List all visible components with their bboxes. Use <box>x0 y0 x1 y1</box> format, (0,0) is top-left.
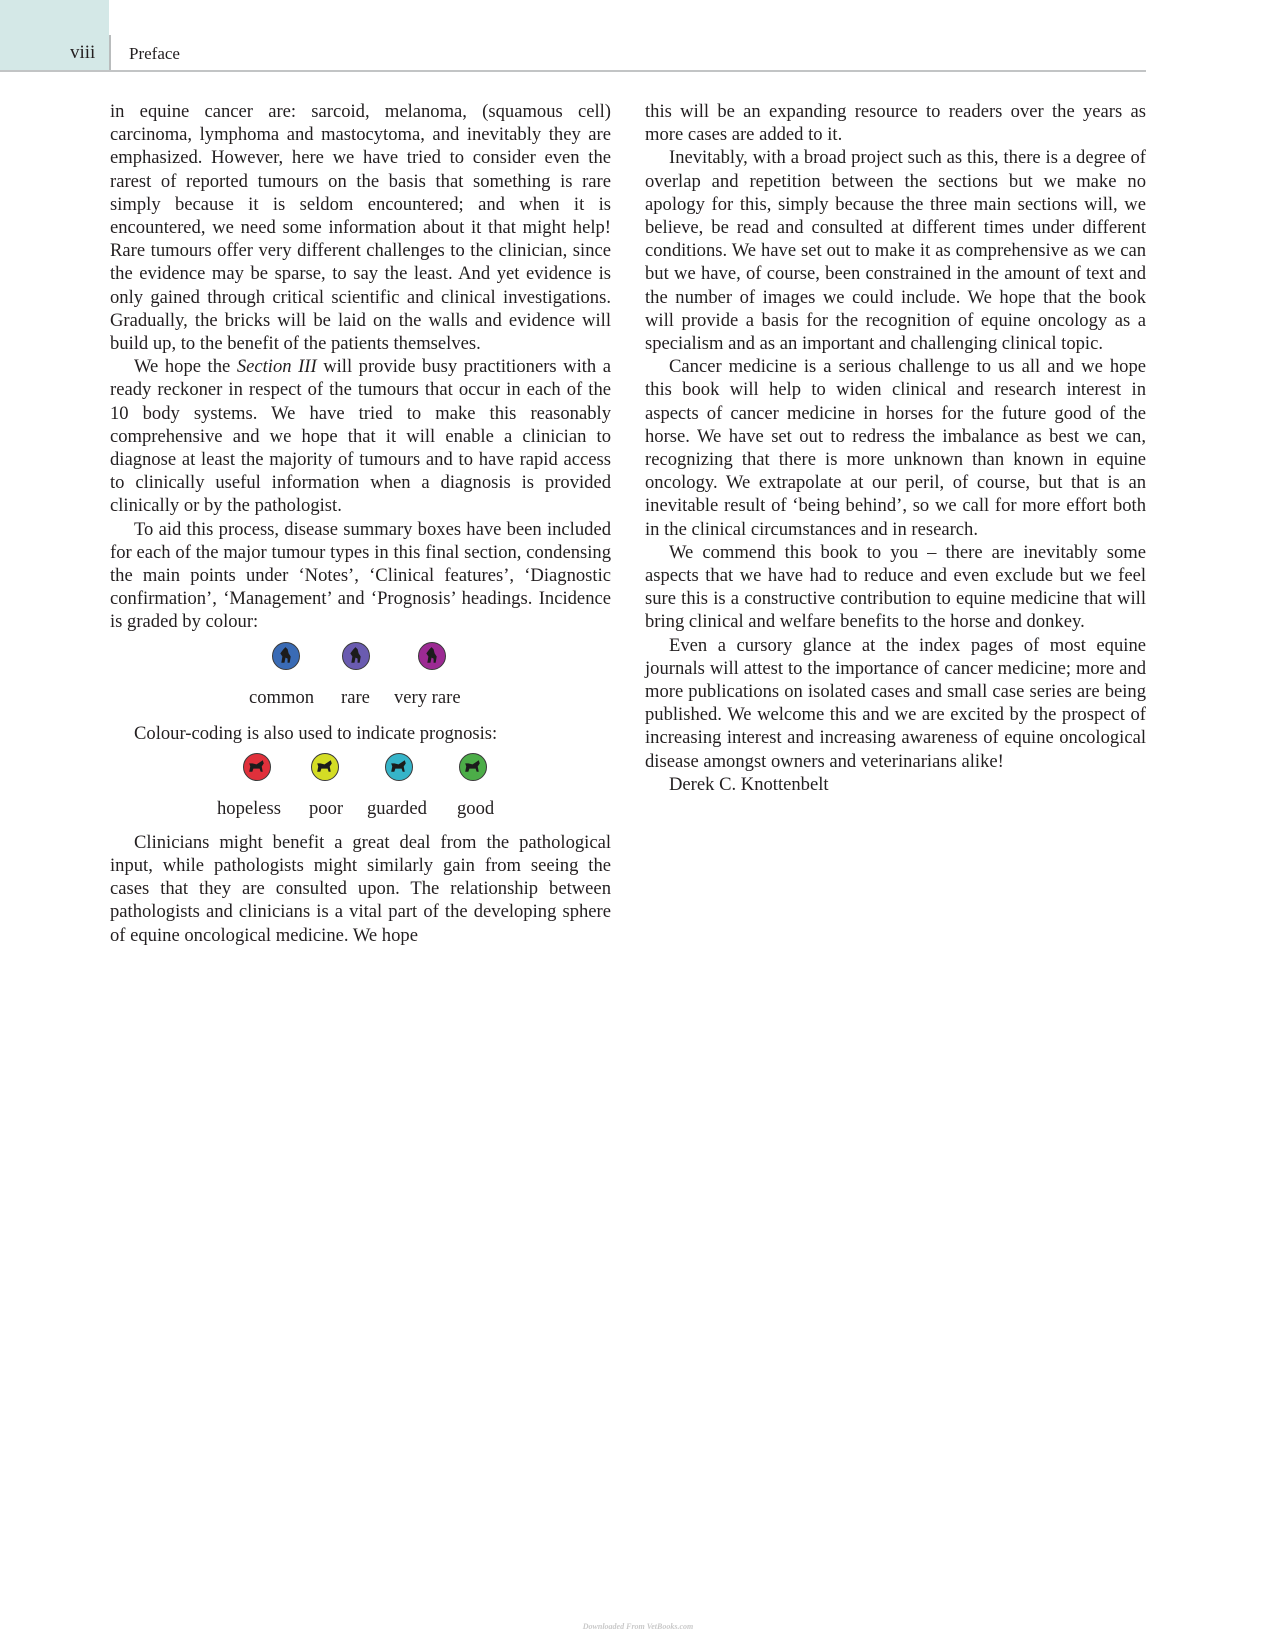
legend-label: poor <box>309 797 344 819</box>
right-column <box>645 100 1146 796</box>
paragraph: To aid this process, disease summary boxes have been included for each of the major tumour types in this final section, condensing the main points under ‘Notes’, ‘Clinical features’, ‘Diagnostic confirmation’, ‘Management’ and ‘Prognosis’ headings. Incidence is graded by colour: <box>110 518 611 633</box>
prognosis-legend <box>110 753 611 825</box>
download-watermark: Downloaded From VetBooks.com <box>582 1622 694 1631</box>
paragraph: We commend this book to you – there are inevitably some aspects that we have had to reduce and even exclude but we feel sure this is a constructive contribution to equine medicine that will bring clinical and welfare benefits to the horse and donkey. <box>645 541 1146 633</box>
paragraph: Cancer medicine is a serious challenge to us all and we hope this book will help to widen clinical and research interest in aspects of cancer medicine in horses for the future good of the horse. We have set out to redress the imbalance as best we can, recognizing that there is more unknown than known in equine oncology. We extrapolate at our peril, of course, but that is an inevitable result of ‘being behind’, so we call for more effort both in the clinical circumstances and in research. <box>645 356 1146 540</box>
text-span: We hope the <box>134 356 237 378</box>
horse-icon <box>418 642 446 670</box>
horse-icon <box>311 753 339 781</box>
horse-icon <box>243 753 271 781</box>
paragraph <box>110 355 611 517</box>
paragraph: this will be an expanding resource to readers over the years as more cases are added to it. <box>645 101 1146 146</box>
horse-icon <box>459 753 487 781</box>
running-header: Preface <box>129 44 180 63</box>
paragraph: in equine cancer are: sarcoid, melanoma, (squamous cell) carcinoma, lymphoma and mastocytoma, and inevitably they are emphasized. However, here we have tried to consider even the rarest of reported tumours on the basis that something is rare simply because it is seldom encountered; and when it is encountered, we need some information about it that might help! Rare tumours offer very different challenges to the clinician, since the evidence may be sparse, to say the least. And yet evidence is only gained through critical scientific and clinical investigations. Gradually, the bricks will be laid on the walls and evidence will build up, to the benefit of the patients themselves. <box>110 101 611 355</box>
left-column <box>110 100 611 947</box>
legend-label: rare <box>341 686 370 708</box>
legend-label: good <box>457 797 495 819</box>
legend-label: hopeless <box>217 797 282 819</box>
incidence-legend <box>110 642 611 714</box>
header-divider <box>109 35 111 72</box>
paragraph: Even a cursory glance at the index pages of most equine journals will attest to the importance of cancer medicine; more and more publications on isolated cases and small case series are being published. We welcome this and we are excited by the prospect of increasing interest and increasing awareness of equine oncological disease amongst owners and veterinarians alike! <box>645 634 1146 772</box>
author-signature: Derek C. Knottenbelt <box>669 773 829 795</box>
horse-icon <box>272 642 300 670</box>
paragraph: Colour-coding is also used to indicate prognosis: <box>134 722 498 744</box>
horse-icon <box>385 753 413 781</box>
legend-label: very rare <box>394 686 461 708</box>
text-span: will provide busy practitioners with a ready reckoner in respect of the tumours that occur in each of the 10 body systems. We have tried to make this reasonably comprehensive and we hope that it will enable a clinician to diagnose at least the majority of tumours and to have rapid access to clinically useful information when a diagnosis is provided clinically or by the pathologist. <box>110 356 612 517</box>
section-reference: Section III <box>236 356 317 378</box>
page-number: viii <box>70 42 96 63</box>
header-rule <box>0 70 1146 72</box>
legend-label: common <box>249 686 315 708</box>
legend-label: guarded <box>367 797 427 819</box>
paragraph: Clinicians might benefit a great deal from the pathological input, while pathologists might similarly gain from seeing the cases that they are consulted upon. The relationship between pathologists and clinicians is a vital part of the developing sphere of equine oncological medicine. We hope <box>110 831 611 946</box>
paragraph: Inevitably, with a broad project such as this, there is a degree of overlap and repetition between the sections but we make no apology for this, simply because the three main sections will, we believe, be read and consulted at different times under different conditions. We have set out to make it as comprehensive as we can but we have, of course, been constrained in the amount of text and the number of images we could include. We hope that the book will provide a basis for the recognition of equine oncology as a specialism and as an important and challenging clinical topic. <box>645 147 1146 355</box>
horse-icon <box>342 642 370 670</box>
